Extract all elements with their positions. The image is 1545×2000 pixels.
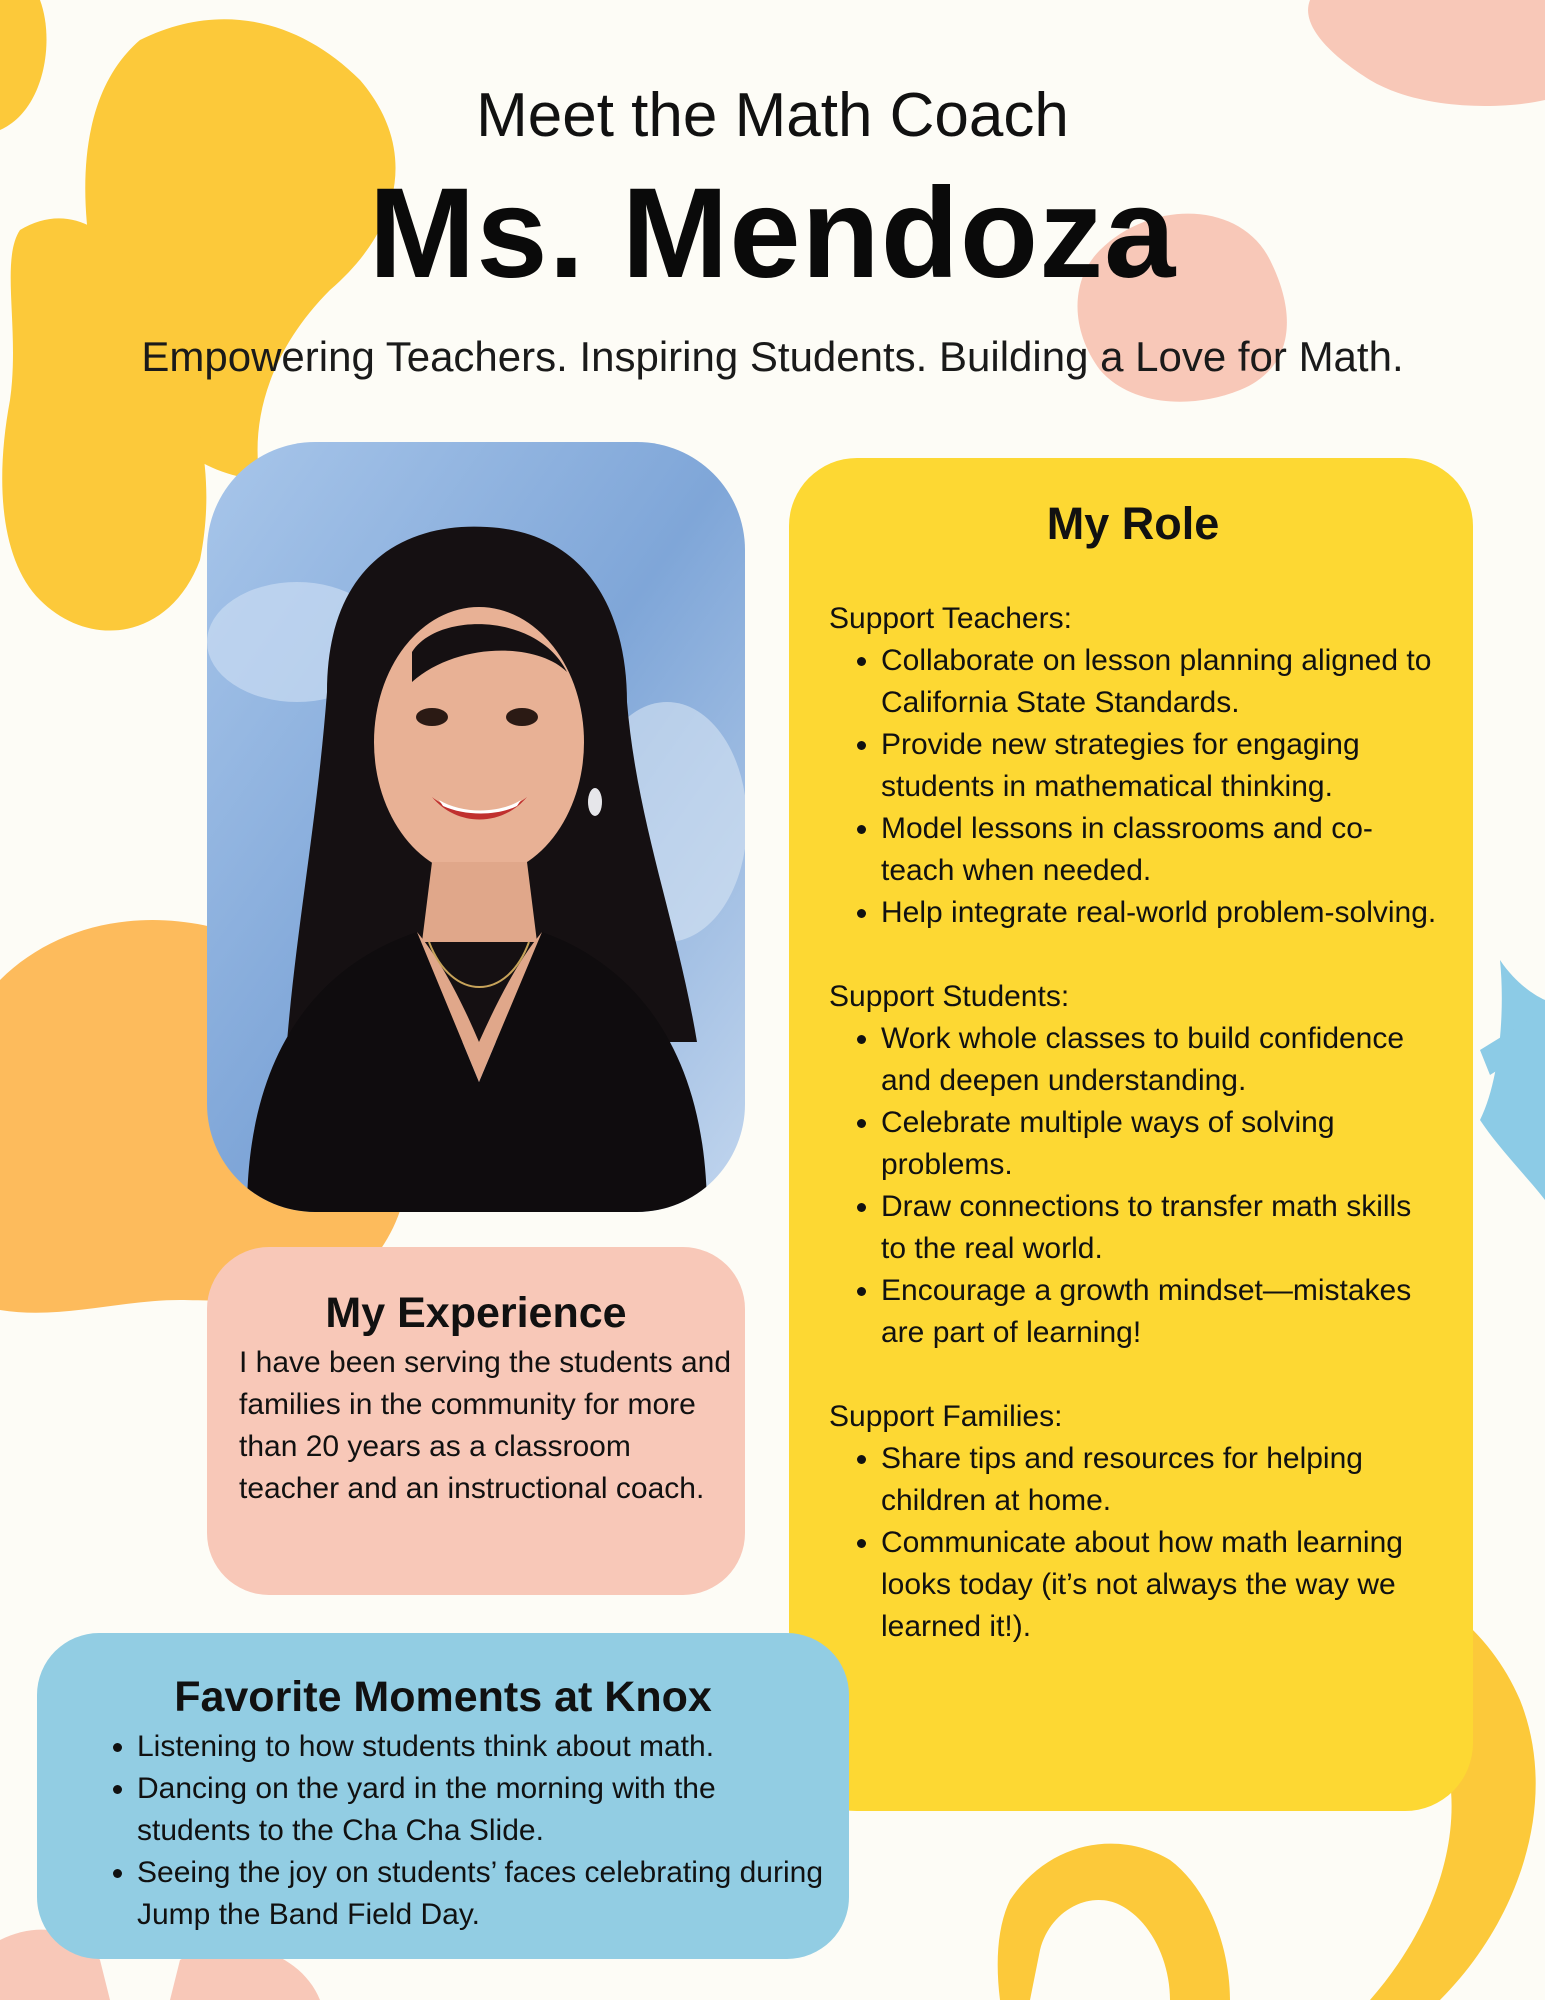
list-item: • Share tips and resources for helping children at home. xyxy=(881,1438,1437,1522)
coach-name-title: Ms. Mendoza xyxy=(368,162,1177,305)
list-item: • Communicate about how math learning looks today (it’s not always the way we learned it!). xyxy=(881,1522,1437,1648)
support-teachers-title: Support Teachers: xyxy=(829,602,1072,635)
favorite-moments-list xyxy=(97,1726,829,1936)
support-teachers-list xyxy=(829,640,1437,934)
my-role-heading: My Role xyxy=(1046,498,1220,549)
support-students-list xyxy=(829,1018,1437,1354)
favorite-moments-heading: Favorite Moments at Knox xyxy=(174,1673,712,1721)
support-families-title: Support Families: xyxy=(829,1400,1063,1433)
list-item: • Collaborate on lesson planning aligned to California State Standards. xyxy=(881,640,1437,724)
favorite-moments-card xyxy=(37,1633,849,1959)
list-item: • Draw connections to transfer math skills to the real world. xyxy=(881,1186,1437,1270)
list-item: • Listening to how students think about math. xyxy=(137,1726,829,1768)
my-experience-heading: My Experience xyxy=(325,1289,627,1337)
tagline: Empowering Teachers. Inspiring Students. Building a Love for Math. xyxy=(141,333,1404,380)
list-item: • Celebrate multiple ways of solving problems. xyxy=(881,1102,1437,1186)
list-item: • Work whole classes to build confidence and deepen understanding. xyxy=(881,1018,1437,1102)
my-role-card xyxy=(789,458,1473,1811)
my-experience-card xyxy=(207,1247,745,1595)
list-item: • Model lessons in classrooms and co-teach when needed. xyxy=(881,808,1437,892)
header-subtitle: Meet the Math Coach xyxy=(476,81,1069,150)
list-item: • Provide new strategies for engaging students in mathematical thinking. xyxy=(881,724,1437,808)
list-item: • Help integrate real-world problem-solving. xyxy=(881,892,1437,934)
yellow-arc-bottom xyxy=(998,1844,1230,2000)
blue-splash-right xyxy=(1480,960,1545,1200)
experience-text: I have been serving the students and families in the community for more than 20 years as a classroom teacher and an instructional coach. xyxy=(239,1346,732,1505)
list-item: • Encourage a growth mindset—mistakes are part of learning! xyxy=(881,1270,1437,1354)
support-students-title: Support Students: xyxy=(829,980,1070,1013)
list-item: • Seeing the joy on students’ faces celebrating during Jump the Band Field Day. xyxy=(137,1852,829,1936)
list-item: • Dancing on the yard in the morning with the students to the Cha Cha Slide. xyxy=(137,1768,829,1852)
portrait-photo xyxy=(207,442,745,1212)
support-families-list xyxy=(829,1438,1437,1648)
